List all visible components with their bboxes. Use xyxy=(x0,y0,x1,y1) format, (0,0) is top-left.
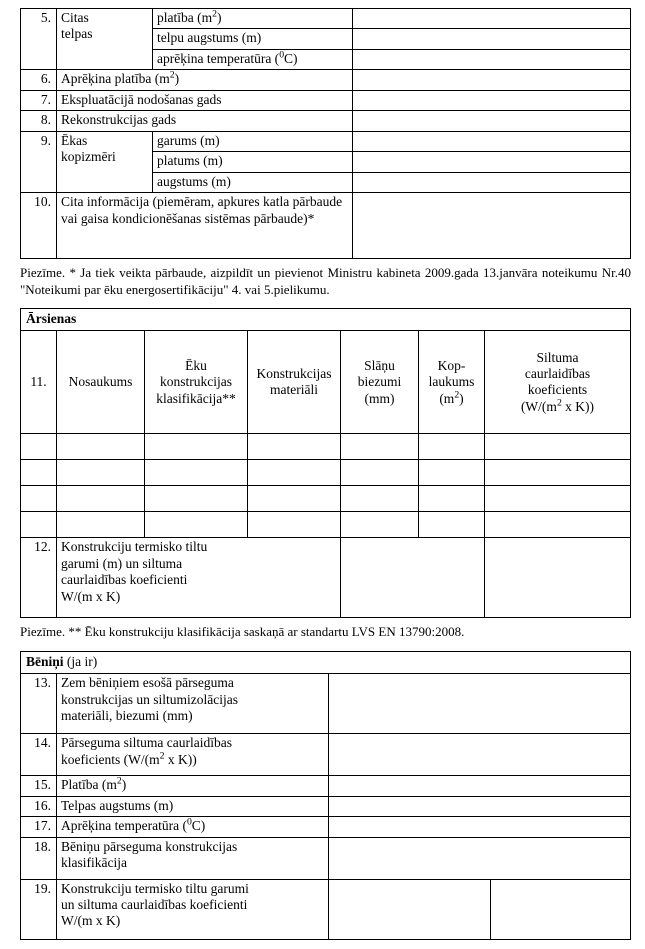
superscript: 2 xyxy=(159,750,165,762)
value-cell[interactable] xyxy=(248,460,341,486)
table-row xyxy=(21,434,631,460)
value-cell[interactable] xyxy=(419,460,485,486)
section-title-note: (ja ir) xyxy=(63,654,98,670)
row-number: 6. xyxy=(21,70,57,90)
value-cell[interactable] xyxy=(341,538,485,618)
table-row xyxy=(21,512,631,538)
header-line3: (m xyxy=(439,390,455,406)
section-title-attic xyxy=(20,651,631,673)
table-row xyxy=(21,90,631,110)
table-row xyxy=(21,879,631,939)
header-suffix: x K)) xyxy=(561,398,595,414)
value-cell[interactable] xyxy=(485,434,631,460)
attic-table xyxy=(20,673,631,939)
building-info-table xyxy=(20,8,631,259)
sub-label-text: platība (m xyxy=(157,10,213,25)
value-cell[interactable] xyxy=(485,538,631,618)
header-line3: koeficients xyxy=(527,382,588,398)
row-number: 5. xyxy=(21,9,57,70)
section-title-walls: Ārsienas xyxy=(20,308,631,330)
value-cell[interactable] xyxy=(353,131,631,151)
value-cell[interactable] xyxy=(57,434,145,460)
superscript: 2 xyxy=(556,397,562,409)
value-cell[interactable] xyxy=(353,70,631,90)
row-number: 10. xyxy=(21,193,57,259)
row-label-text: Aprēķina platība (m xyxy=(61,71,170,87)
value-cell[interactable] xyxy=(329,674,631,734)
header-line1: Konstrukcijas xyxy=(256,366,332,381)
label-text: Platība (m xyxy=(61,777,117,793)
header-line2: caurlaidības xyxy=(524,366,591,381)
label-line1: Bēniņu pārseguma konstrukcijas xyxy=(61,838,238,854)
row-label xyxy=(57,9,153,70)
row-label-attic-floor-materials xyxy=(57,674,329,734)
table-row xyxy=(21,817,631,837)
footnote-1: Piezīme. * Ja tiek veikta pārbaude, aizpildīt un pievienot Ministru kabineta 2009.gada 13.janvāra noteikumu Nr.40 "Noteikumi par ēku energosertifikāciju" 4. vai 5.pielikumu. xyxy=(20,265,631,297)
value-cell[interactable] xyxy=(248,512,341,538)
value-cell[interactable] xyxy=(353,90,631,110)
row-number-cell xyxy=(21,512,57,538)
row-number: 15. xyxy=(21,776,57,796)
label-line1: Konstrukciju termisko tiltu garumi xyxy=(61,880,249,896)
column-header-name: Nosaukums xyxy=(57,331,145,434)
column-header-classification xyxy=(145,331,248,434)
row-label-calc-area xyxy=(57,70,353,90)
row-label-attic-room-height: Telpas augstums (m) xyxy=(57,796,329,816)
header-line1: Slāņu xyxy=(364,357,395,373)
row-number: 12. xyxy=(21,538,57,618)
value-cell[interactable] xyxy=(353,9,631,29)
value-cell[interactable] xyxy=(145,512,248,538)
label-suffix: ) xyxy=(121,777,127,793)
table-row xyxy=(21,131,631,151)
row-label-attic-temperature xyxy=(57,817,329,837)
row-number: 7. xyxy=(21,90,57,110)
sub-label-width: platums (m) xyxy=(153,152,353,172)
sub-label-height: telpu augstums (m) xyxy=(153,29,353,49)
table-row xyxy=(21,796,631,816)
value-cell[interactable] xyxy=(353,172,631,192)
table-row xyxy=(21,734,631,776)
value-cell[interactable] xyxy=(145,486,248,512)
header-line2: laukums xyxy=(428,374,475,390)
column-header-area xyxy=(419,331,485,434)
footnote-2: Piezīme. ** Ēku konstrukciju klasifikācija saskaņā ar standartu LVS EN 13790:2008. xyxy=(20,624,465,640)
table-row xyxy=(21,9,631,29)
header-suffix: ) xyxy=(459,390,464,406)
label-line4: W/(m x K) xyxy=(61,588,121,604)
label-line1: Zem bēniņiem esošā pārseguma xyxy=(61,675,234,691)
table-row xyxy=(21,111,631,131)
table-row xyxy=(21,486,631,512)
value-cell[interactable] xyxy=(57,460,145,486)
value-cell[interactable] xyxy=(419,512,485,538)
value-cell[interactable] xyxy=(491,879,631,939)
header-line2: materiāli xyxy=(270,382,318,398)
value-cell[interactable] xyxy=(145,434,248,460)
superscript: 0 xyxy=(186,816,192,828)
table-row xyxy=(21,674,631,734)
row-label-attic-area xyxy=(57,776,329,796)
value-cell[interactable] xyxy=(329,879,491,939)
value-cell[interactable] xyxy=(341,460,419,486)
superscript: 2 xyxy=(169,69,175,81)
label-line2: garumi (m) un siltuma xyxy=(61,555,183,571)
superscript: 0 xyxy=(279,49,285,61)
row-label-line2: kopizmēri xyxy=(61,149,116,165)
row-label-attic-u-coefficient xyxy=(57,734,329,776)
value-cell[interactable] xyxy=(485,460,631,486)
superscript: 2 xyxy=(116,775,122,787)
value-cell[interactable] xyxy=(57,512,145,538)
value-cell[interactable] xyxy=(485,512,631,538)
label-line3: caurlaidības koeficienti xyxy=(61,572,188,588)
row-label-line1: Ēkas xyxy=(61,132,88,148)
value-cell[interactable] xyxy=(341,486,419,512)
row-label-attic-thermal-bridges xyxy=(57,879,329,939)
header-line3: (mm) xyxy=(364,390,395,406)
column-header-materials xyxy=(248,331,341,434)
row-label-line1: Citas xyxy=(61,10,89,25)
label-suffix: x K)) xyxy=(164,751,197,767)
label-line2: klasifikācija xyxy=(61,854,127,870)
row-number: 13. xyxy=(21,674,57,734)
row-number: 14. xyxy=(21,734,57,776)
row-number: 19. xyxy=(21,879,57,939)
row-label-suffix: ) xyxy=(174,71,180,87)
table-row xyxy=(21,460,631,486)
row-label-attic-classification xyxy=(57,837,329,879)
header-line1: Ēku xyxy=(185,357,207,373)
value-cell[interactable] xyxy=(329,817,631,837)
sub-label-area xyxy=(153,9,353,29)
row-number: 16. xyxy=(21,796,57,816)
row-label-reconstruction-year: Rekonstrukcijas gads xyxy=(57,111,353,131)
value-cell[interactable] xyxy=(329,796,631,816)
superscript: 2 xyxy=(212,8,217,20)
value-cell[interactable] xyxy=(419,486,485,512)
row-number-cell xyxy=(21,460,57,486)
value-cell[interactable] xyxy=(353,152,631,172)
label-line1: Konstrukciju termisko tiltu xyxy=(61,539,208,555)
row-number: 8. xyxy=(21,111,57,131)
header-line4: (W/(m xyxy=(520,398,557,414)
label-line1: Pārseguma siltuma caurlaidības xyxy=(61,735,232,751)
sub-label-temperature xyxy=(153,49,353,69)
value-cell[interactable] xyxy=(248,434,341,460)
header-line1: Kop- xyxy=(437,357,466,373)
row-number: 18. xyxy=(21,837,57,879)
table-header-row xyxy=(21,331,631,434)
label-suffix: C) xyxy=(191,818,206,834)
value-cell[interactable] xyxy=(419,434,485,460)
header-line2: biezumi xyxy=(357,374,402,390)
row-label-thermal-bridges xyxy=(57,538,341,618)
table-row xyxy=(21,70,631,90)
table-row xyxy=(21,538,631,618)
value-cell[interactable] xyxy=(57,486,145,512)
value-cell[interactable] xyxy=(329,776,631,796)
row-number: 9. xyxy=(21,131,57,192)
row-number: 17. xyxy=(21,817,57,837)
sub-label-suffix: C) xyxy=(284,50,298,66)
walls-table xyxy=(20,330,631,618)
table-row xyxy=(21,776,631,796)
table-row xyxy=(21,837,631,879)
sub-label-text: aprēķina temperatūra ( xyxy=(157,50,280,66)
value-cell[interactable] xyxy=(341,512,419,538)
row-label xyxy=(57,131,153,192)
value-cell[interactable] xyxy=(353,193,631,259)
value-cell[interactable] xyxy=(248,486,341,512)
value-cell[interactable] xyxy=(145,460,248,486)
superscript: 2 xyxy=(454,389,460,401)
row-label-commission-year: Ekspluatācijā nodošanas gads xyxy=(57,90,353,110)
label-line2: un siltuma caurlaidības koeficienti xyxy=(61,896,248,912)
label-line2: konstrukcijas un siltumizolācijas xyxy=(61,691,238,707)
row-number: 11. xyxy=(21,331,57,434)
column-header-thickness xyxy=(341,331,419,434)
section-title-text: Bēniņi xyxy=(26,654,64,670)
row-number-cell xyxy=(21,486,57,512)
row-label-other-info: Cita informācija (piemēram, apkures katla pārbaude vai gaisa kondicionēšanas sistēmas pārbaude)* xyxy=(57,193,353,259)
column-header-u-coefficient xyxy=(485,331,631,434)
row-number-cell xyxy=(21,434,57,460)
value-cell[interactable] xyxy=(485,486,631,512)
value-cell[interactable] xyxy=(329,837,631,879)
label-line3: materiāli, biezumi (mm) xyxy=(61,708,193,724)
sub-label-suffix: ) xyxy=(216,10,222,25)
header-line2: konstrukcijas xyxy=(160,374,232,390)
label-text: Aprēķina temperatūra ( xyxy=(61,818,187,834)
header-line1: Siltuma xyxy=(536,349,579,365)
value-cell[interactable] xyxy=(353,29,631,49)
sub-label-height2: augstums (m) xyxy=(153,172,353,192)
value-cell[interactable] xyxy=(353,111,631,131)
table-row xyxy=(21,193,631,259)
label-line3: W/(m x K) xyxy=(61,913,121,929)
value-cell[interactable] xyxy=(353,49,631,69)
value-cell[interactable] xyxy=(341,434,419,460)
value-cell[interactable] xyxy=(329,734,631,776)
header-line3: klasifikācija** xyxy=(156,390,236,406)
row-label-line2: telpas xyxy=(61,26,93,42)
sub-label-length: garums (m) xyxy=(153,131,353,151)
label-line2: koeficients (W/(m xyxy=(61,751,160,767)
